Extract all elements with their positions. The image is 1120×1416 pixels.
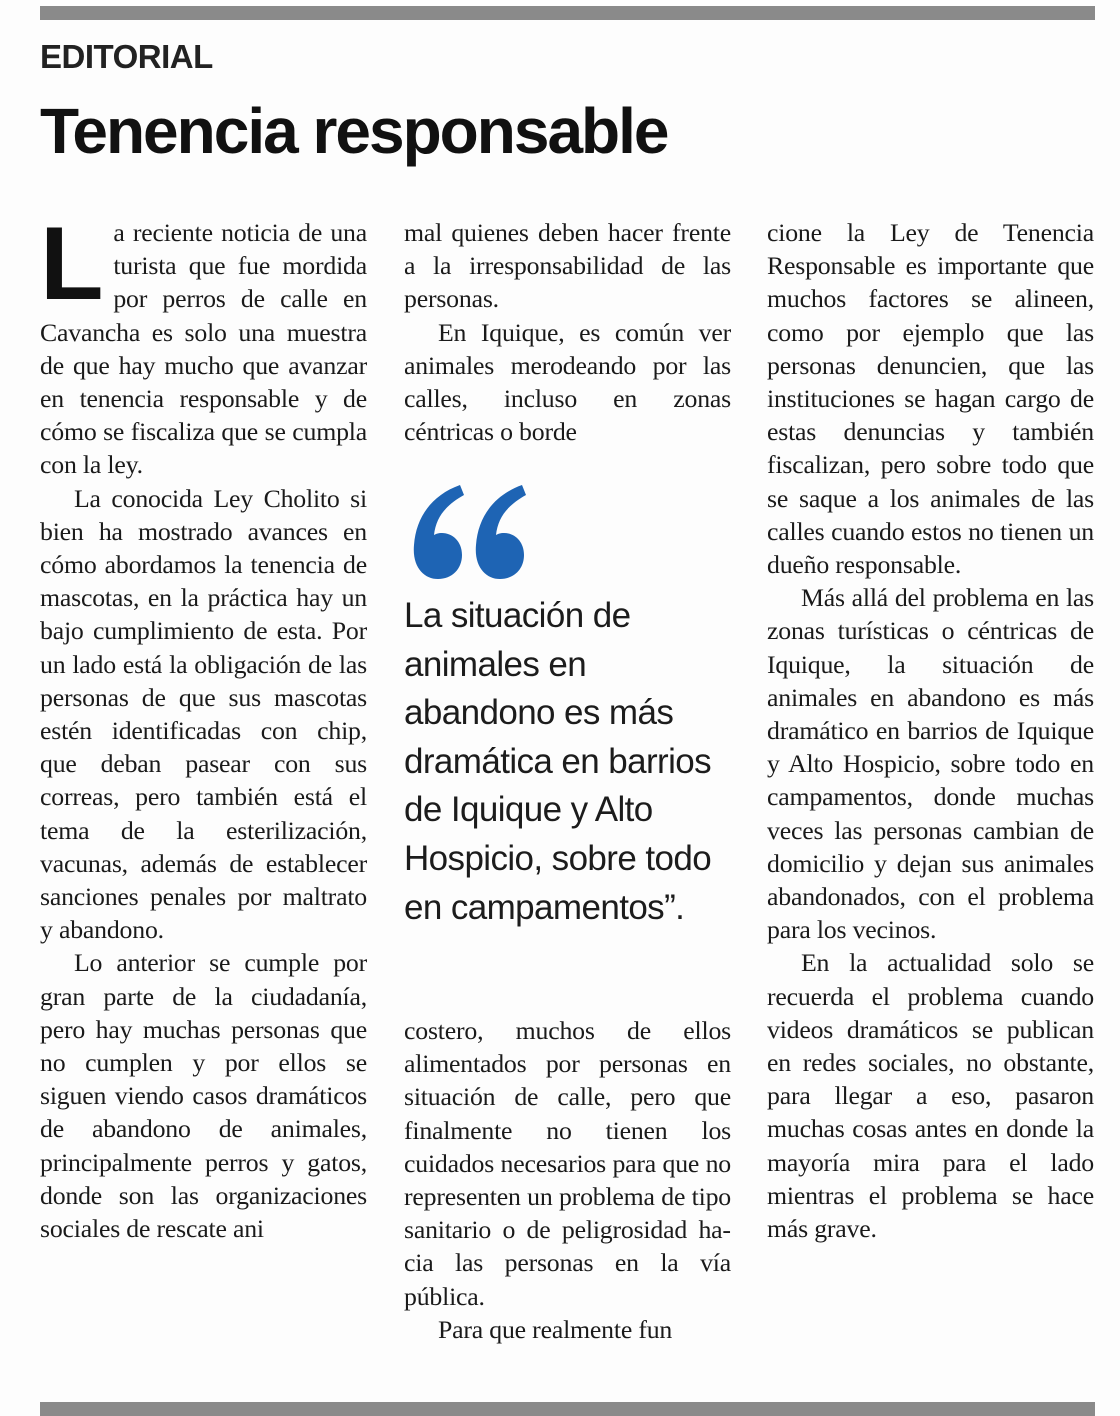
paragraph: Más allá del problema en las zonas turísticas o céntricas de Iquique, la situación de animales en abandono es más dramático en barrios de Iquique y Alto Hospicio, sobre todo en campamentos, donde muchas veces las personas cambian de domicilio y dejan sus animales abandonados, con el problema para los vecinos. [767, 583, 1094, 945]
headline: Tenencia responsable [40, 95, 668, 167]
paragraph: Lo anterior se cumple por gran parte de la ciudadanía, pero hay muchas personas que no cumplen y por ellos se siguen viendo casos dramáticos de abandono de animales, principalmente perros y gatos, donde son las organizaciones sociales de rescate ani [40, 948, 367, 1244]
bottom-rule [40, 1402, 1095, 1416]
article-column-1 [40, 206, 367, 1245]
article-column-2-bottom [404, 1014, 731, 1346]
paragraph: mal quienes deben hacer frente a la irresponsabilidad de las personas. [404, 218, 731, 314]
paragraph: Para que realmente fun [438, 1314, 673, 1344]
top-rule [40, 6, 1095, 20]
paragraph: La conocida Ley Cholito si bien ha mostrado avances en cómo abordamos la tenencia de mascotas, en la práctica hay un bajo cumplimiento de esta. Por un lado está la obligación de las personas de que sus mascotas estén identificadas con chip, que deban pasear con sus correas, pero también está el tema de la esterilización, vacunas, además de establecer sanciones penales por maltrato y abandono. [40, 483, 367, 945]
paragraph: En la actualidad solo se recuerda el problema cuando videos dramáticos se publican en redes sociales, no obstante, para llegar a eso, pasaron muchas cosas antes en donde la mayoría mira para el lado mientras el problema se hace más grave. [767, 948, 1094, 1244]
article-column-2-top [404, 216, 731, 448]
article-column-3 [767, 216, 1094, 1245]
section-label: EDITORIAL [40, 38, 213, 75]
drop-cap: L [40, 206, 104, 322]
paragraph: cione la Ley de Tenencia Responsable es importante que muchos factores se alineen, como por ejemplo que las personas denuncien, que las instituciones se hagan cargo de estas denuncias y también fiscalizan, pero sobre todo que se saque a los animales de las calles cuando estos no tienen un dueño responsable. [767, 218, 1094, 580]
quote-mark-icon [402, 455, 532, 595]
paragraph: En Iquique, es común ver animales merodeando por las calles, incluso en zonas céntricas o borde [404, 317, 731, 447]
pull-quote: La situación de animales en abandono es más dramática en barrios de Iquique y Alto Hospicio, sobre todo en campamentos”. [404, 596, 712, 927]
paragraph: costero, muchos de ellos alimentados por personas en situación de calle, pero que finalmente no tienen los cuidados necesarios para que no representen un problema de tipo sanitario o de peligrosidad hacia las personas en la vía pública. [404, 1016, 731, 1311]
paragraph: a reciente noticia de una turista que fue mordida por perros de calle en Cavancha es solo una muestra de que hay mucho que avanzar en tenencia responsable y de cómo se fiscaliza que se cumpla con la ley. [40, 218, 367, 480]
